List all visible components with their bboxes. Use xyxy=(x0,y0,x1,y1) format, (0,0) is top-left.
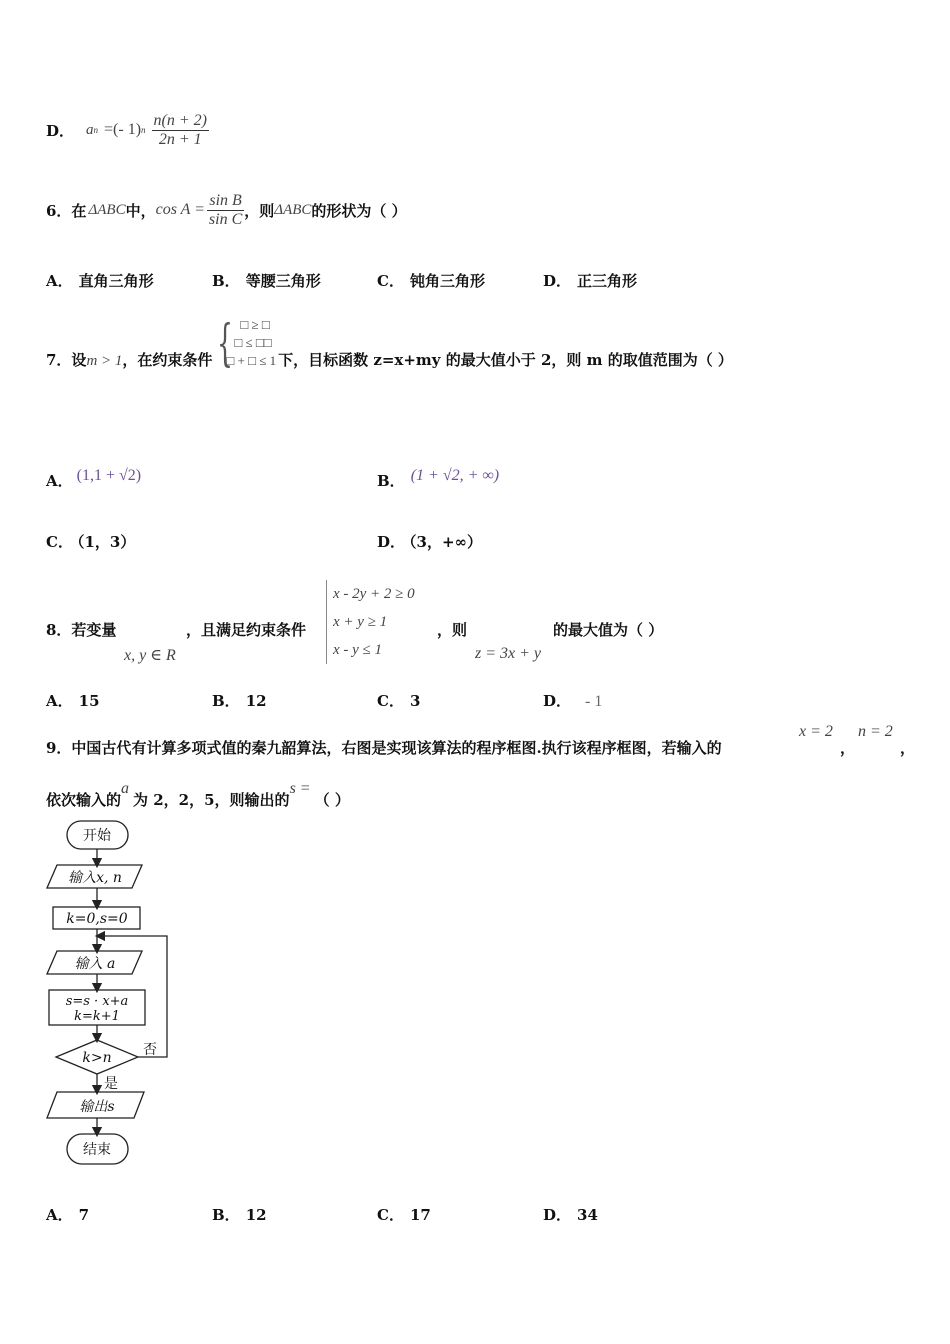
q6-option-b-text: 等腰三角形 xyxy=(245,272,321,290)
q7-option-d-label: D． xyxy=(377,533,406,551)
flow-update2-text: k=k+1 xyxy=(74,1009,120,1024)
q6-mid: 中， xyxy=(125,201,156,220)
q7-system-lines xyxy=(226,316,276,370)
q9-a-var: a xyxy=(121,780,130,797)
flow-end-text: 结束 xyxy=(83,1142,111,1158)
q7-system xyxy=(214,314,276,372)
q8-vars: x, y ∈ R xyxy=(124,647,176,664)
q7-line-2: □ ≤ □□ xyxy=(234,335,272,350)
q9-option-d-label: D． xyxy=(543,1206,572,1224)
q6-prefix: 6．在 xyxy=(46,201,87,220)
q8-objective: z = 3x + y xyxy=(475,645,542,662)
q5-option-d-num: n(n + 2) xyxy=(153,111,207,129)
q8-option-d-label: D． xyxy=(543,692,572,710)
q8-option-a[interactable] xyxy=(46,690,100,711)
q5-option-d-eq: =(- 1) xyxy=(104,121,142,138)
q9-x-eq: x = 2 xyxy=(799,723,833,740)
q9-s-eq: s = xyxy=(289,780,311,797)
q9-option-b-label: B． xyxy=(212,1206,240,1224)
q9-flowchart xyxy=(40,812,200,1172)
q8-option-b[interactable] xyxy=(212,690,267,711)
q7-prefix: 7．设 xyxy=(46,351,87,369)
q7-stem xyxy=(46,310,733,372)
q6-frac-den: sin C xyxy=(208,210,243,228)
q7-option-d[interactable] xyxy=(377,531,482,552)
q9-option-d[interactable] xyxy=(543,1204,598,1225)
q6-option-b-label: B． xyxy=(212,272,240,290)
q8-line-3: x - y ≤ 1 xyxy=(333,642,383,658)
q6-stem xyxy=(46,184,407,236)
q6-option-c[interactable] xyxy=(377,270,485,291)
q9-line-2 xyxy=(46,780,350,810)
q7-option-b-label: B． xyxy=(377,472,405,490)
q8-prefix: 8．若变量 xyxy=(46,621,117,639)
q9-option-c-label: C． xyxy=(377,1206,404,1224)
q9-option-a[interactable] xyxy=(46,1204,89,1225)
q8-line-2: x + y ≥ 1 xyxy=(333,614,388,630)
q7-option-a-text: (1,1 + √2) xyxy=(76,466,142,484)
q6-suffix-a: ，则 xyxy=(244,201,275,220)
q9-line-2a: 依次输入的 xyxy=(46,791,122,809)
q8-option-a-label: A． xyxy=(46,692,73,710)
q6-option-a-text: 直角三角形 xyxy=(78,272,154,290)
flow-yes-label: 是 xyxy=(104,1076,118,1092)
q9-option-a-text: 7 xyxy=(78,1206,90,1224)
q9-option-d-text: 34 xyxy=(577,1206,598,1224)
q7-brace: { xyxy=(217,314,234,372)
q9-option-a-label: A． xyxy=(46,1206,73,1224)
q6-option-d[interactable] xyxy=(543,270,637,291)
q6-suffix-b: 的形状为（ ） xyxy=(311,201,407,220)
q8-option-c-text: 3 xyxy=(409,692,421,710)
q7-mid: ，在约束条件 xyxy=(122,351,213,369)
q7-option-d-text: （3，+∞） xyxy=(409,533,483,551)
q5-option-d-fraction xyxy=(152,112,209,149)
q6-option-d-text: 正三角形 xyxy=(577,272,638,290)
flow-start-text: 开始 xyxy=(83,828,111,844)
q8-suffix: 的最大值为（ ） xyxy=(553,621,664,639)
q8-option-b-label: B． xyxy=(212,692,240,710)
q8-option-c-label: C． xyxy=(377,692,404,710)
q7-option-a-label: A． xyxy=(46,472,73,490)
q7-line-1: □ ≥ □ xyxy=(240,317,270,332)
q8-line-1: x - 2y + 2 ≥ 0 xyxy=(333,586,415,602)
q9-option-b[interactable] xyxy=(212,1204,267,1225)
q6-option-c-label: C． xyxy=(377,272,404,290)
q9-option-c-text: 17 xyxy=(409,1206,431,1224)
q7-line-3: □ + □ ≤ 1 xyxy=(226,353,277,368)
q6-option-a-label: A． xyxy=(46,272,73,290)
q8-option-a-text: 15 xyxy=(78,692,100,710)
q9-option-b-text: 12 xyxy=(245,1206,267,1224)
q6-triangle-1: ΔABC xyxy=(88,201,126,218)
q7-option-c[interactable] xyxy=(46,531,135,552)
q7-condition: m > 1 xyxy=(86,353,123,369)
q6-frac-num: sin B xyxy=(209,191,242,209)
q5-option-d xyxy=(46,104,209,156)
q7-option-b-text: (1 + √2, + ∞) xyxy=(410,466,500,484)
q7-option-a[interactable] xyxy=(46,460,141,491)
q5-option-d-sub: n xyxy=(93,125,99,135)
flow-update1-text: s=s · x+a xyxy=(65,994,129,1009)
q9-comma-2: ， xyxy=(900,739,916,757)
q6-cos-lhs: cos A = xyxy=(155,201,205,218)
q9-option-c[interactable] xyxy=(377,1204,431,1225)
q7-option-c-label: C． xyxy=(46,533,73,551)
q5-option-d-exp: n xyxy=(141,125,146,135)
q8-then: ，则 xyxy=(437,621,468,639)
flow-init-text: k=0,s=0 xyxy=(66,911,128,927)
q5-option-d-den: 2n + 1 xyxy=(158,130,202,148)
q6-option-d-label: D． xyxy=(543,272,572,290)
q9-line-1: 9．中国古代有计算多项式值的秦九韶算法，右图是实现该算法的程序框图.执行该程序框图，若输入的 xyxy=(46,739,722,757)
q7-option-b[interactable] xyxy=(377,460,499,491)
q8-option-d[interactable] xyxy=(543,690,602,711)
flow-input-a-text: 输入 a xyxy=(74,956,116,972)
q8-option-d-text: - 1 xyxy=(585,693,603,710)
flow-input-xn-text: 输入x, n xyxy=(68,870,122,886)
flow-no-label: 否 xyxy=(143,1042,157,1058)
q5-option-d-label: D． xyxy=(46,121,75,140)
q9-comma-1: ， xyxy=(840,739,856,757)
q6-fraction xyxy=(207,192,244,229)
flow-decision-text: k>n xyxy=(82,1050,112,1066)
q5-option-d-lhs: a xyxy=(86,121,94,138)
q8-mid: ，且满足约束条件 xyxy=(186,621,307,639)
q6-option-b[interactable] xyxy=(212,270,321,291)
flow-output-text: 输出s xyxy=(79,1099,115,1115)
q8-option-b-text: 12 xyxy=(245,692,267,710)
q9-line-2c: （ ） xyxy=(314,791,350,809)
q6-triangle-2: ΔABC xyxy=(274,201,312,218)
q7-option-c-text: （1，3） xyxy=(76,533,136,551)
q6-option-a[interactable] xyxy=(46,270,154,291)
q9-line-2b: 为 2，2，5，则输出的 xyxy=(133,791,290,809)
q6-option-c-text: 钝角三角形 xyxy=(409,272,485,290)
q8-system xyxy=(326,580,415,664)
q9-n-eq: n = 2 xyxy=(858,723,893,740)
q7-suffix: 下，目标函数 z=x+my 的最大值小于 2，则 m 的取值范围为（ ） xyxy=(278,351,733,369)
q8-option-c[interactable] xyxy=(377,690,420,711)
